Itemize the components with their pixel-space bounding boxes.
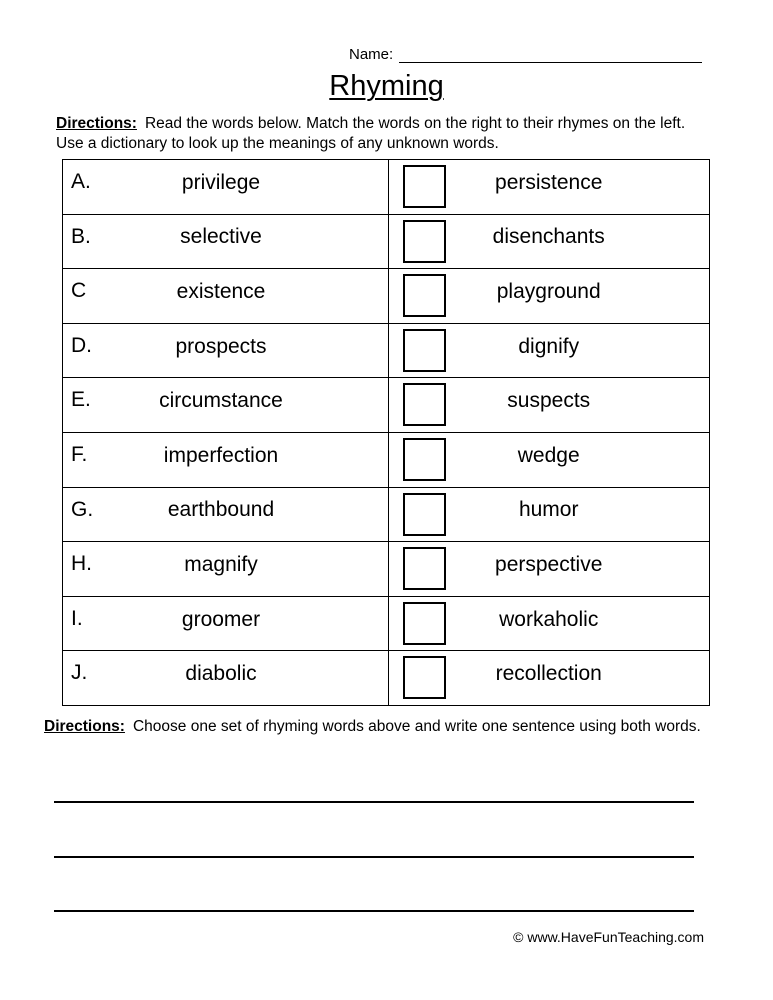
answer-box[interactable] [403, 329, 446, 372]
row-letter: F. [71, 442, 88, 466]
right-word: humor [518, 498, 579, 522]
answer-box[interactable] [403, 438, 446, 481]
left-cell [63, 487, 389, 542]
row-letter: G. [71, 497, 94, 521]
left-word: earthbound [167, 498, 275, 522]
left-word: privilege [181, 170, 261, 194]
right-word: dignify [518, 334, 580, 358]
left-cell [63, 214, 389, 269]
answer-box[interactable] [403, 602, 446, 645]
left-cell [63, 432, 389, 487]
right-cell [388, 432, 709, 487]
directions-label: Directions: [44, 718, 125, 735]
answer-box[interactable] [403, 274, 446, 317]
left-cell [63, 160, 389, 215]
table-row [63, 160, 710, 215]
left-word: diabolic [185, 662, 257, 686]
table-row [63, 214, 710, 269]
answer-box[interactable] [403, 493, 446, 536]
row-letter: C [71, 279, 87, 303]
right-cell [388, 651, 709, 706]
right-cell [388, 269, 709, 324]
right-cell [388, 378, 709, 433]
table-row [63, 487, 710, 542]
answer-box[interactable] [403, 656, 446, 699]
table-row [63, 323, 710, 378]
answer-box[interactable] [403, 220, 446, 263]
writing-line-3[interactable] [54, 910, 694, 912]
left-word: groomer [181, 607, 261, 631]
right-word: wedge [517, 443, 580, 467]
table-row [63, 542, 710, 597]
table-row [63, 651, 710, 706]
table-row [63, 596, 710, 651]
left-cell [63, 269, 389, 324]
right-word: workaholic [499, 607, 599, 631]
right-word: disenchants [492, 225, 605, 249]
directions-text: Read the words below. Match the words on the right to their rhymes on the left. Use a dictionary to look up the meanings of any unknown words. [56, 115, 686, 152]
page-title: Rhyming [329, 70, 444, 102]
right-word: suspects [507, 389, 591, 413]
row-letter: A. [71, 170, 91, 193]
right-cell [388, 542, 709, 597]
row-letter: J. [71, 661, 88, 685]
left-word: circumstance [159, 389, 283, 413]
table-row [63, 432, 710, 487]
row-letter: E. [71, 388, 91, 412]
left-word: prospects [175, 334, 267, 358]
name-row [349, 46, 702, 63]
left-cell [63, 596, 389, 651]
answer-box[interactable] [403, 547, 446, 590]
table-row [63, 378, 710, 433]
matching-table [62, 159, 710, 706]
right-word: playground [496, 279, 601, 303]
writing-line-1[interactable] [54, 801, 694, 803]
right-word: perspective [495, 552, 603, 576]
right-word: persistence [495, 170, 603, 194]
right-word: recollection [495, 662, 602, 686]
answer-box[interactable] [403, 165, 446, 208]
left-cell [63, 378, 389, 433]
left-cell [63, 651, 389, 706]
row-letter: D. [71, 333, 92, 357]
right-cell [388, 214, 709, 269]
directions-text: Choose one set of rhyming words above and write one sentence using both words. [132, 718, 701, 735]
left-word: existence [176, 279, 266, 303]
row-letter: H. [71, 552, 92, 576]
table-row [63, 269, 710, 324]
copyright-footer: © www.HaveFunTeaching.com [513, 929, 704, 945]
right-cell [388, 487, 709, 542]
right-cell [388, 596, 709, 651]
left-word: imperfection [163, 443, 279, 467]
row-letter: B. [71, 224, 91, 248]
left-word: selective [180, 225, 262, 249]
row-letter: I. [71, 606, 83, 630]
right-cell [388, 323, 709, 378]
name-field[interactable] [399, 46, 702, 63]
name-label: Name: [349, 46, 394, 63]
left-word: magnify [184, 552, 258, 576]
left-cell [63, 542, 389, 597]
directions-label: Directions: [56, 115, 137, 132]
answer-box[interactable] [403, 383, 446, 426]
writing-line-2[interactable] [54, 856, 694, 858]
directions-sentence [44, 717, 724, 737]
right-cell [388, 160, 709, 215]
left-cell [63, 323, 389, 378]
directions-match [56, 114, 716, 154]
